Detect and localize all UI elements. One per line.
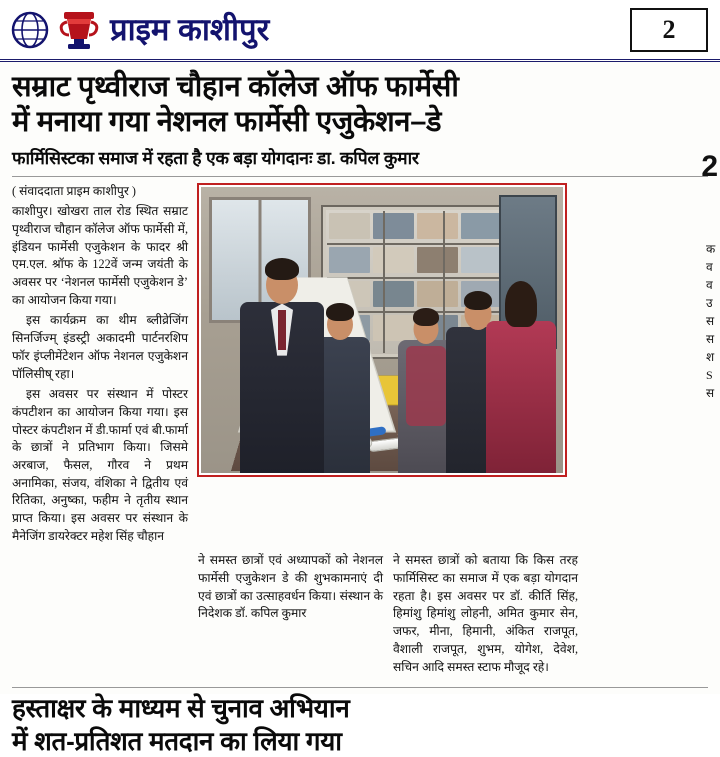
page-number-badge: [630, 8, 708, 52]
cup-trophy-icon: [56, 8, 102, 52]
article-paragraph: इस कार्यक्रम का थीम ब्लीव्रेजिंग सिनर्जिज्म् इंडस्ट्री अकादमी पार्टनरशिप फॉर इंप्लीमेंटेशन ऑफ नेशनल एजुकेशन पॉलिसीष् रहा।: [12, 313, 188, 381]
article-paragraph: इस अवसर पर संस्थान में पोस्टर कंपटीशन का आयोजन किया गया। इस पोस्टर कंपटीशन में डी.फार्मा एवं बी.फार्मा के छात्रों ने प्रतिभाग किया। जिसमे अरबाज, फैसल, गौरव ने प्रथम अनामिका, संजय, वंशिका ने द्वितीय एवं रितिका, अनुष्का, फहीम ने तृतीय स्थान प्राप्त किया। इस अवसर पर संस्थान के मैनेजिंग डायरेक्टर महेश सिंह चौहान: [12, 387, 188, 543]
headline-subhead: फार्मिसिस्टका समाज में रहता है एक बड़ा योगदानः डा. कपिल कुमार: [12, 147, 419, 168]
edge-fragment: व: [706, 278, 713, 292]
edge-cutoff-column: [706, 240, 720, 402]
edge-fragment: स: [706, 332, 715, 346]
masthead: [0, 0, 720, 62]
headline-block: [0, 62, 720, 177]
article-column-3: [393, 552, 578, 679]
photo-person-speaker: [239, 258, 325, 473]
headline-line-2: में मनाया गया नेशनल फार्मेसी एजुकेशन–डे: [12, 106, 442, 139]
secondary-story-divider: [12, 687, 708, 688]
headline-line-1: सम्राट पृथ्वीराज चौहान कॉलेज ऑफ फार्मेसी: [12, 71, 459, 103]
article-photo-block: [197, 183, 567, 549]
edge-fragment: स: [706, 386, 715, 400]
edge-fragment: S: [706, 368, 713, 382]
secondary-headline-line-2: में शत-प्रतिशत मतदान का लिया गया: [12, 725, 342, 756]
secondary-headline-line-1: हस्ताक्षर के माध्यम से चुनाव अभियान: [12, 693, 350, 724]
article-column-1: [12, 183, 188, 549]
article-body: [0, 177, 720, 549]
masthead-title: प्राइम काशीपुर: [110, 12, 270, 47]
edge-page-number: 2: [701, 150, 718, 183]
event-photo: [201, 187, 563, 473]
edge-fragment: क: [706, 242, 716, 256]
article-paragraph: काशीपुर। खोखरा ताल रोड स्थित सम्राट पृथ्वीराज चौहान कॉलेज ऑफ फार्मेसी में, इंडियन फार्मेसी एजुकेशन के फादर श्री एम.एल. श्रॉफ के 122वें जन्म जयंती के अवसर पर ‘नेशनल फार्मेसी एजुकेशन डे’ का आयोजन किया गया।: [12, 204, 188, 307]
edge-fragment: श: [706, 350, 715, 364]
article-continuation: [0, 548, 720, 679]
byline: ( संवाददाता प्राइम काशीपुर ): [12, 183, 136, 198]
photo-frame: [197, 183, 567, 477]
edge-fragment: उ: [706, 296, 713, 310]
photo-caption: [197, 477, 567, 479]
article-paragraph: ने समस्त छात्रों को बताया कि किस तरह फार्मिसिस्ट का समाज में एक बड़ा योगदान रहता है। इस अवसर पर डॉ. कीर्ति सिंह, हिमांशु हिमांशु लोहनी, अमित कुमार सेन, जफर, मीना, हिमानी, अंकित राजपूत, वैशाली राजपूत, शुभम, योगेश, देवेश, सचिन आदि समस्त स्टाफ मौजूद रहे।: [393, 553, 578, 674]
masthead-branding: [10, 8, 269, 52]
page-number-text: 2: [662, 15, 676, 44]
globe-icon: [10, 10, 50, 50]
article-paragraph: ने समस्त छात्रों एवं अध्यापकों को नेशनल फार्मेसी एजुकेशन डे की शुभकामनाएं दी एवं छात्रों का उत्साहवर्धन किया। संस्थान के निदेशक डॉ. कपिल कुमार: [198, 553, 383, 621]
article-column-2: [198, 552, 383, 679]
secondary-story-block: [0, 681, 720, 757]
edge-fragment: स: [706, 314, 715, 328]
photo-person: [485, 281, 557, 473]
edge-fragment: व: [706, 260, 713, 274]
